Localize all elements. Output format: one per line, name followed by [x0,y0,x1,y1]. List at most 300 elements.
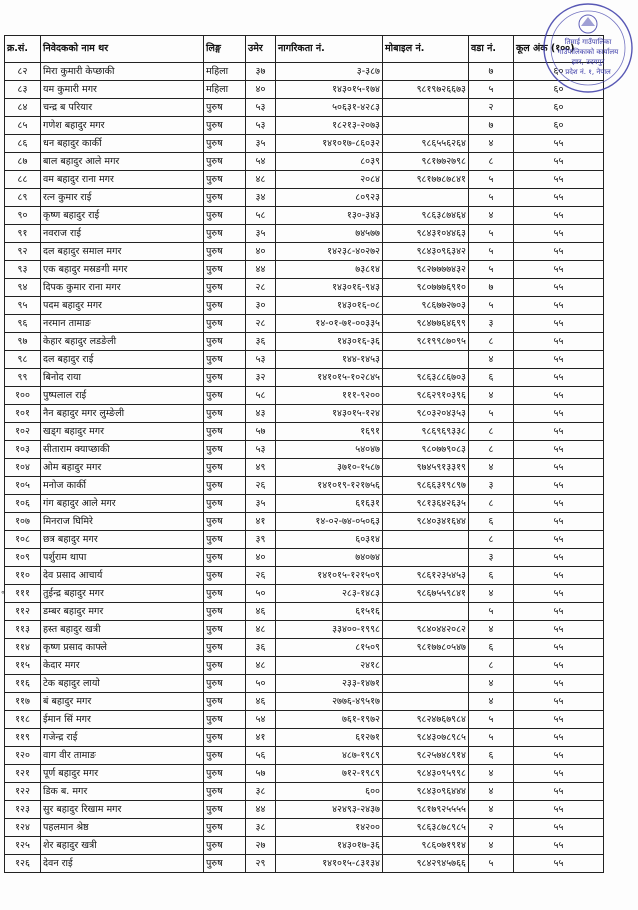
cell-mobile: ९८६९६९३३८ [383,423,469,441]
cell-age: ४० [246,81,276,99]
cell-mobile: ९८६६३१९८९७ [383,477,469,495]
cell-citizenship: १६९१ [276,423,383,441]
table-row [5,153,604,171]
cell-total-score: ५५ [514,603,604,621]
cell-gender: पुरुष [204,207,246,225]
cell-gender: पुरुष [204,459,246,477]
cell-age: ५३ [246,99,276,117]
cell-name: ईमान सिं मगर [41,711,204,729]
cell-ward: ४ [469,351,514,369]
cell-total-score: ५५ [514,261,604,279]
cell-name: देवन राई [41,855,204,873]
cell-sn: १२३ [5,801,41,819]
cell-total-score: ६० [514,63,604,81]
cell-total-score: ५५ [514,693,604,711]
cell-age: २८ [246,279,276,297]
cell-citizenship: १८२१३-२०७३ [276,117,383,135]
cell-gender: पुरुष [204,693,246,711]
cell-mobile: ९८१७७८०५४७ [383,639,469,657]
cell-name: ओम बहादुर मगर [41,459,204,477]
cell-mobile: ९८६३८७८९८५ [383,819,469,837]
cell-citizenship: ५०६३१-४२८३ [276,99,383,117]
cell-citizenship: २८३-१४८३ [276,585,383,603]
cell-total-score: ५५ [514,495,604,513]
cell-gender: महिला [204,81,246,99]
cell-ward: ४ [469,387,514,405]
cell-mobile: ९८६७५५९८४१ [383,585,469,603]
cell-gender: पुरुष [204,495,246,513]
cell-mobile [383,603,469,621]
table-row [5,693,604,711]
table-row [5,729,604,747]
cell-gender: पुरुष [204,153,246,171]
cell-age: २६ [246,567,276,585]
cell-name: केदार मगर [41,657,204,675]
cell-ward: ३ [469,315,514,333]
cell-total-score: ६० [514,99,604,117]
cell-mobile: ९८४०३४१६४४ [383,513,469,531]
cell-gender: पुरुष [204,711,246,729]
cell-gender: पुरुष [204,117,246,135]
cell-name: कृष्ण प्रसाद काफ्ले [41,639,204,657]
cell-sn: ११९ [5,729,41,747]
margin-mark: ॰ [1,589,5,599]
cell-citizenship: १४२०० [276,819,383,837]
cell-sn: १२२ [5,783,41,801]
cell-ward: ५ [469,243,514,261]
cell-ward: ४ [469,207,514,225]
cell-citizenship: ८१५०९ [276,639,383,657]
cell-citizenship: १४३०१५-१२४ [276,405,383,423]
cell-mobile [383,117,469,135]
cell-name: खड्ग बहादुर मगर [41,423,204,441]
cell-ward: ४ [469,675,514,693]
cell-mobile: ९८४३०९५९९८ [383,765,469,783]
cell-total-score: ५५ [514,855,604,873]
cell-citizenship: ३-३८७ [276,63,383,81]
cell-name: मनोज कार्की [41,477,204,495]
header-mobile: मोबाइल नं. [383,36,469,63]
cell-ward: ६ [469,747,514,765]
cell-ward: ५ [469,405,514,423]
cell-name: एक बहादुर मस्रङगी मगर [41,261,204,279]
stamp-line-3: झार, उदयपुर [571,58,605,66]
table-row [5,675,604,693]
cell-citizenship: ३७१०-१५८७ [276,459,383,477]
cell-mobile: ९८६३८७४६४ [383,207,469,225]
cell-gender: पुरुष [204,351,246,369]
cell-mobile: ९८२५७४८९१४ [383,747,469,765]
table-row [5,621,604,639]
cell-age: ४० [246,549,276,567]
cell-total-score: ५५ [514,513,604,531]
cell-age: ५८ [246,207,276,225]
table-row [5,585,604,603]
cell-gender: पुरुष [204,243,246,261]
table-row [5,333,604,351]
table-row [5,711,604,729]
cell-sn: ९५ [5,297,41,315]
cell-citizenship: ६१६३१ [276,495,383,513]
cell-gender: पुरुष [204,531,246,549]
cell-ward: ५ [469,171,514,189]
cell-mobile: ९८६०७१९१४ [383,837,469,855]
cell-mobile [383,99,469,117]
cell-age: ४१ [246,513,276,531]
cell-age: ५० [246,585,276,603]
cell-name: देव प्रसाद आचार्य [41,567,204,585]
cell-mobile: ९८४३०९६४४४ [383,783,469,801]
cell-name: कृष्ण बहादुर राई [41,207,204,225]
cell-gender: पुरुष [204,423,246,441]
cell-total-score: ५५ [514,657,604,675]
cell-sn: ११० [5,567,41,585]
table-row [5,315,604,333]
cell-gender: पुरुष [204,549,246,567]
cell-name: मिरा कुमारी केप्छाकी [41,63,204,81]
cell-name: दिपक कुमार राना मगर [41,279,204,297]
cell-sn: ९३ [5,261,41,279]
cell-citizenship: २०८४ [276,171,383,189]
table-row [5,837,604,855]
cell-total-score: ५५ [514,711,604,729]
cell-name: दल बहादुर समाल मगर [41,243,204,261]
cell-mobile: ९८२४७६७९८४ [383,711,469,729]
cell-gender: पुरुष [204,765,246,783]
cell-total-score: ५५ [514,783,604,801]
cell-citizenship: ४२४९३-२४३७ [276,801,383,819]
cell-ward: ४ [469,693,514,711]
table-row [5,261,604,279]
office-stamp [540,0,636,96]
table-row [5,351,604,369]
cell-citizenship: ६०३१४ [276,531,383,549]
cell-citizenship: १४३०१६-३६ [276,333,383,351]
cell-citizenship: १४३०१६-९४३ [276,279,383,297]
cell-name: पदम बहादुर मगर [41,297,204,315]
cell-total-score: ५५ [514,135,604,153]
cell-ward: ६ [469,513,514,531]
cell-sn: १०४ [5,459,41,477]
table-header-row [5,36,604,63]
cell-citizenship: ८०९२३ [276,189,383,207]
cell-age: ३६ [246,333,276,351]
table-body [5,63,604,873]
cell-ward: ३ [469,549,514,567]
table-row [5,855,604,873]
cell-sn: ११८ [5,711,41,729]
cell-gender: पुरुष [204,477,246,495]
cell-mobile: ९८६१२३५४५३ [383,567,469,585]
cell-mobile [383,531,469,549]
cell-sn: १०३ [5,441,41,459]
cell-citizenship: ६१२७१ [276,729,383,747]
cell-age: ५४ [246,153,276,171]
cell-ward: ५ [469,603,514,621]
cell-ward: ४ [469,837,514,855]
cell-gender: पुरुष [204,585,246,603]
cell-age: ३९ [246,531,276,549]
cell-name: तुईन्द्र बहादुर मगर [41,585,204,603]
cell-age: ५४ [246,711,276,729]
cell-age: ५३ [246,117,276,135]
cell-ward: ८ [469,423,514,441]
cell-gender: पुरुष [204,639,246,657]
cell-sn: ११३ [5,621,41,639]
cell-sn: १०९ [5,549,41,567]
cell-mobile [383,63,469,81]
cell-ward: ५ [469,189,514,207]
cell-ward: ६ [469,639,514,657]
cell-mobile: ९८१३६४२६३५ [383,495,469,513]
cell-gender: पुरुष [204,333,246,351]
cell-name: शेर बहादुर खत्री [41,837,204,855]
cell-citizenship: १४१०१५-१०२८४५ [276,369,383,387]
cell-sn: ९२ [5,243,41,261]
cell-total-score: ५५ [514,369,604,387]
cell-name: दल बहादुर राई [41,351,204,369]
cell-name: गणेश बहादुर मगर [41,117,204,135]
table-row [5,99,604,117]
cell-total-score: ५५ [514,297,604,315]
cell-total-score: ५५ [514,729,604,747]
cell-mobile: ९८४३०७८९८५ [383,729,469,747]
stamp-emblem-icon [579,15,597,33]
table-row [5,747,604,765]
cell-citizenship: १४३०१७-३६ [276,837,383,855]
cell-mobile: ९८४३०९६३४२ [383,243,469,261]
cell-ward: ५ [469,81,514,99]
cell-total-score: ५५ [514,675,604,693]
cell-name: नैन बहादुर मगर लुम्ङेली [41,405,204,423]
cell-citizenship: १४२३८-४०२७२ [276,243,383,261]
cell-gender: पुरुष [204,369,246,387]
cell-mobile: ९८१९७२६६७३ [383,81,469,99]
cell-age: ३४ [246,189,276,207]
cell-age: ४६ [246,693,276,711]
cell-total-score: ५५ [514,423,604,441]
table-row [5,549,604,567]
cell-name: गजेन्द्र राई [41,729,204,747]
cell-total-score: ५५ [514,621,604,639]
cell-gender: पुरुष [204,441,246,459]
cell-mobile: ९८४३१०४४६३ [383,225,469,243]
cell-sn: १०५ [5,477,41,495]
cell-sn: ८६ [5,135,41,153]
cell-mobile: ९८६५५६२६४ [383,135,469,153]
cell-age: २६ [246,477,276,495]
cell-total-score: ५५ [514,333,604,351]
cell-total-score: ५५ [514,243,604,261]
cell-age: २८ [246,315,276,333]
cell-sn: ९७ [5,333,41,351]
cell-age: ३५ [246,495,276,513]
cell-mobile: ९८४२९४५७६६ [383,855,469,873]
cell-total-score: ५५ [514,441,604,459]
cell-total-score: ५५ [514,225,604,243]
cell-sn: १०२ [5,423,41,441]
cell-mobile: ९८६७७२७०३ [383,297,469,315]
cell-mobile: ९८४७७६४६९९ [383,315,469,333]
table-row [5,243,604,261]
cell-ward: ८ [469,333,514,351]
cell-ward: ७ [469,279,514,297]
cell-citizenship: ६१५१६ [276,603,383,621]
cell-gender: पुरुष [204,261,246,279]
cell-ward: ५ [469,855,514,873]
cell-name: यम कुमारी मगर [41,81,204,99]
cell-sn: ११५ [5,657,41,675]
cell-total-score: ५५ [514,549,604,567]
cell-mobile [383,351,469,369]
cell-age: ५७ [246,765,276,783]
stamp-line-2: गाउँपालिकाको कार्यालय [557,48,619,56]
cell-ward: ४ [469,765,514,783]
cell-ward: ४ [469,135,514,153]
cell-total-score: ५५ [514,405,604,423]
cell-mobile [383,549,469,567]
cell-age: २७ [246,837,276,855]
cell-citizenship: २७७६-४९५१७ [276,693,383,711]
cell-ward: ५ [469,261,514,279]
header-gender: लिङ्ग [204,36,246,63]
cell-name: मिनराज घिमिरे [41,513,204,531]
cell-sn: १०१ [5,405,41,423]
cell-citizenship: १११-९२०० [276,387,383,405]
cell-total-score: ५५ [514,567,604,585]
cell-total-score: ६० [514,117,604,135]
cell-age: ५३ [246,351,276,369]
cell-age: ३५ [246,225,276,243]
cell-mobile: ९८१९९८७०९५ [383,333,469,351]
cell-age: ४३ [246,405,276,423]
cell-citizenship: ६०० [276,783,383,801]
cell-ward: ३ [469,477,514,495]
cell-citizenship: १४-०१-७१-००३३५ [276,315,383,333]
cell-name: सुर बहादुर रिखाम मगर [41,801,204,819]
cell-mobile: ९८०७७७६९१० [383,279,469,297]
cell-gender: पुरुष [204,279,246,297]
cell-citizenship: १४१०१५-८३१३४ [276,855,383,873]
cell-gender: महिला [204,63,246,81]
cell-name: बं बहादुर मगर [41,693,204,711]
cell-sn: ८२ [5,63,41,81]
table-row [5,495,604,513]
cell-ward: ८ [469,531,514,549]
table-row [5,567,604,585]
cell-name: पुष्पलाल राई [41,387,204,405]
cell-age: ३६ [246,639,276,657]
cell-name: वाग वीर तामाङ [41,747,204,765]
table-row [5,639,604,657]
cell-age: ४६ [246,603,276,621]
cell-gender: पुरुष [204,171,246,189]
cell-ward: ४ [469,801,514,819]
cell-sn: १२४ [5,819,41,837]
cell-sn: ९० [5,207,41,225]
header-sn: क्र.सं. [5,36,41,63]
cell-citizenship: ७४०७४ [276,549,383,567]
header-age: उमेर [246,36,276,63]
cell-name: गंग बहादुर आले मगर [41,495,204,513]
table-row [5,801,604,819]
cell-total-score: ५५ [514,279,604,297]
table-row [5,135,604,153]
cell-total-score: ५५ [514,531,604,549]
table-row [5,63,604,81]
cell-ward: ६ [469,369,514,387]
cell-citizenship: ४८७-१९८९ [276,747,383,765]
cell-sn: १२५ [5,837,41,855]
table-row [5,783,604,801]
cell-gender: पुरुष [204,747,246,765]
cell-ward: ४ [469,783,514,801]
cell-ward: ४ [469,621,514,639]
cell-age: ५३ [246,441,276,459]
cell-sn: ८९ [5,189,41,207]
cell-gender: पुरुष [204,819,246,837]
cell-mobile: ९७४५९१३३१९ [383,459,469,477]
cell-sn: ९४ [5,279,41,297]
cell-mobile: ९८६२९१०३९६ [383,387,469,405]
cell-sn: ११२ [5,603,41,621]
cell-gender: पुरुष [204,315,246,333]
cell-name: सीताराम क्याप्छाकी [41,441,204,459]
cell-gender: पुरुष [204,297,246,315]
table-row [5,279,604,297]
cell-ward: ५ [469,711,514,729]
cell-sn: ८३ [5,81,41,99]
cell-age: ३० [246,297,276,315]
cell-mobile [383,189,469,207]
cell-age: ५६ [246,747,276,765]
cell-sn: ८७ [5,153,41,171]
table-row [5,531,604,549]
cell-name: वम बहादुर राना मगर [41,171,204,189]
cell-gender: पुरुष [204,513,246,531]
cell-gender: पुरुष [204,99,246,117]
cell-gender: पुरुष [204,225,246,243]
cell-total-score: ५५ [514,207,604,225]
cell-mobile: ९८२७७७७४३२ [383,261,469,279]
applicant-list-table [4,35,604,873]
cell-name: धन बहादुर कार्की [41,135,204,153]
cell-mobile: ९८१७९२५५५५ [383,801,469,819]
table-row [5,441,604,459]
table-row [5,477,604,495]
table-row [5,513,604,531]
table-row [5,369,604,387]
cell-gender: पुरुष [204,135,246,153]
cell-sn: ९१ [5,225,41,243]
cell-total-score: ५५ [514,387,604,405]
header-ward: वडा नं. [469,36,514,63]
cell-age: ४४ [246,261,276,279]
cell-age: ५० [246,675,276,693]
cell-ward: ७ [469,117,514,135]
cell-name: बिनोद राया [41,369,204,387]
cell-age: ४९ [246,459,276,477]
cell-citizenship: ३३४००-१९९८ [276,621,383,639]
cell-total-score: ५५ [514,459,604,477]
cell-name: टेक बहादुर लायो [41,675,204,693]
cell-gender: पुरुष [204,729,246,747]
cell-age: ३८ [246,783,276,801]
cell-name: छत्र बहादुर मगर [41,531,204,549]
cell-age: ३८ [246,819,276,837]
cell-citizenship: ८०३९ [276,153,383,171]
cell-citizenship: १४३०१५-१७४ [276,81,383,99]
